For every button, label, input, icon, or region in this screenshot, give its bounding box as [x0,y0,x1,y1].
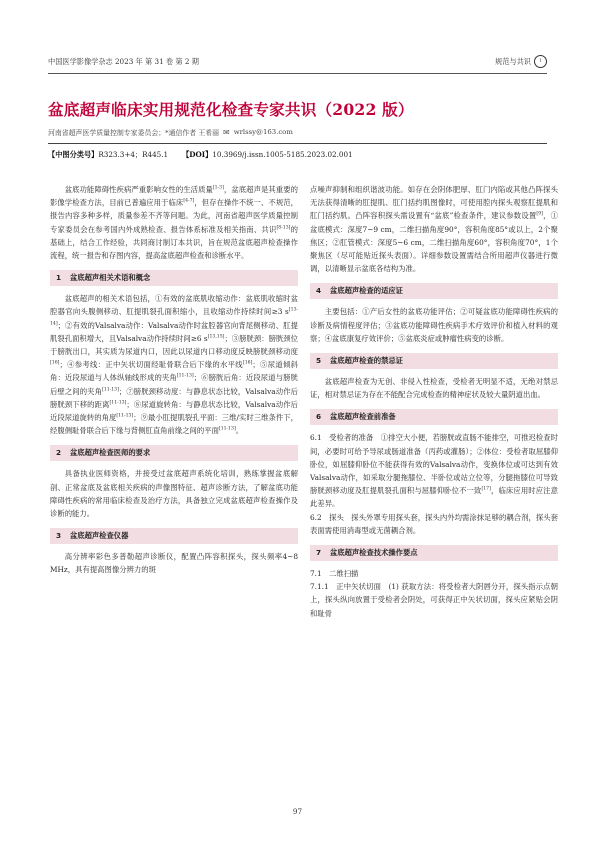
email-icon: ✉ [223,127,230,137]
column-label [495,55,547,68]
journal-info: 中国医学影像学杂志 2023 年 第 31 卷 第 2 期 [48,57,199,66]
clc-label: 【中图分类号】 [48,150,99,159]
intro-paragraph: 盆底功能障碍性疾病严重影响女性的生活质量[1-3]，盆底超声是其重要的影像学检查方法，目前已普遍应用于临床[4-7]，但存在操作不统一、不规范，报告内容多种多样，质量参差不齐等问题。为此，河南省超声医学质量控制专家委员会在参考国内外成熟检查、报告体系标准及相关指南、共识[8-13]的基础上，结合工作经验，共同商讨制订本共识，旨在规范盆底超声检查操作流程，统一报告和存图内容，提高盆底超声检查和诊断水平。 [50,185,298,261]
section-3-text: 高分辨率彩色多普勒超声诊断仪，配置凸阵容积探头，探头频率4~8 MHz，具有提高图像分辨力的斑 [50,552,298,575]
section-5-text: 盆底超声检查为无创、非侵入性检查，受检者无明显不适，无绝对禁忌证，相对禁忌证为存在不能配合完成检查的精神症状及较大量阴道出血。 [310,377,558,400]
section-7-1-heading: 7.1 二维扫描 [310,569,359,579]
section-heading-1: 1 盆底超声相关术语和概念 [50,270,298,286]
doi-value[interactable]: 10.3969/j.issn.1005-5185.2023.02.001 [212,150,353,159]
right-column [310,183,558,620]
header-divider [48,73,547,74]
clc-value: R323.3+4；R445.1 [98,150,169,159]
section-heading-2: 2 盆底超声检查医师的要求 [50,445,298,461]
author-email[interactable]: wrlssy@163.com [233,128,293,136]
authors: 河南省超声医学质量控制专家委员会；*通信作者 王希丽 [48,129,220,137]
section-2-text: 具备执业医师资格，并接受过盆底超声系统化培训，熟练掌握盆底解剖、正常盆底及盆底相关疾病的声像图特征、超声诊断方法，了解盆底功能障碍性疾病的常用临床检查及治疗方法，具备独立完成盆底超声检查操作及诊断的能力。 [50,469,298,519]
article-meta [48,150,353,160]
continued-paragraph: 点噪声抑制和组织谐波功能。如存在会阴体肥厚、肛门内陷或其他凸阵探头无法获得清晰的肛提肌、肛门括约肌图像时，可使用腔内探头观察肛提肌和肛门括约肌。凸阵容积探头需设置有“盆底”检查条件，建议参数设置[9]，①盆底模式：深度7~9 cm，二维扫描角度90°，容积角度85°或以上，2个聚焦区；②肛管模式：深度5~6 cm，二维扫描角度60°，容积角度70°，1个聚焦区（尽可能贴近探头表面）。详细参数设置需结合所用超声仪器进行微调，以清晰显示盆底各结构为准。 [310,185,558,274]
section-4-text: 主要包括：①产后女性的盆底功能评估；②可疑盆底功能障碍性疾病的诊断及病情程度评估；③盆底功能障碍性疾病手术疗效评价和植入材料的观察；④盆底康复疗效评价；⑤盆底炎症或肿瘤性病变的诊断。 [310,307,558,343]
journal-badge-icon: i [534,55,547,68]
section-heading-5: 5 盆底超声检查的禁忌证 [310,353,558,369]
section-heading-4: 4 盆底超声检查的适应证 [310,283,558,299]
column-name: 规范与共识 [495,56,531,66]
running-header [48,57,547,71]
meta-divider [48,143,547,144]
section-heading-3: 3 盆底超声检查仪器 [50,528,298,544]
section-1-text: 盆底超声的相关术语包括，①有效的盆底肌收缩动作：盆底肌收缩时盆腔器官向头腹侧移动、肛提肌裂孔面积缩小，且收缩动作持续时间≥3 s[13-14]；②有效的Valsalva动作：Valsalva动作时盆腔器官向背尾侧移动、肛提肌裂孔面积增大，且Valsalva动作持续时间≥6 s[13,15]；③膀胱颈：膀胱颈位于膀胱出口，其实质为尿道内口，因此以尿道内口移动度反映膀胱颈移动度[16]；④参考线：正中矢状切面经耻骨联合后下缘的水平线[16]；⑤尿道倾斜角：近段尿道与人体纵轴线形成的夹角[11-13]；⑥膀胱后角：近段尿道与膀胱后壁之间的夹角[11-13]；⑦膀胱颈移动度：与静息状态比较，Valsalva动作后膀胱颈下移的距离[11-13]；⑧尿道旋转角：与静息状态比较，Valsalva动作后近段尿道旋转的角度[11-13]；⑨最小肛提肌裂孔平面：三维/实时三维条件下，经腹侧耻骨联合后下缘与背侧肛直角前缘之间的平面[11-13]。 [50,294,298,436]
section-heading-7: 7 盆底超声检查技术操作要点 [310,545,558,561]
page-number: 97 [292,807,303,816]
section-6-1-text: 6.1 受检者的准备 ①排空大小便，若膀胱或直肠不能排空，可推迟检查时间，必要时可给予导尿或肠道准备（丙药或灌肠）；②体位：受检者取屈膝仰卧位，如屈膝仰卧位不能获得有效的Valsalva动作，变换体位或可达到有效Valsalva动作，如采取分腿拖膝位、半卧位或站立位等，分腿拖膝位可导致膀胱颈移动度及肛提肌裂孔面积与屈膝仰卧位不一致[17]，临床应用时应注意此差异。 [310,433,558,509]
section-6-2-text: 6.2 探头 探头外罩专用探头套，探头内外均需涂抹足够的耦合剂，探头套表面需使用消毒型或无菌耦合剂。 [310,512,558,535]
left-column [50,183,298,577]
author-line [48,127,293,137]
doi-label: 【DOI】 [182,150,213,159]
article-title: 盆底超声临床实用规范化检查专家共识（2022 版） [48,100,414,119]
section-7-1-1-text: 7.1.1 正中矢状切面 (1) 获取方法：将受检者大阴唇分开，探头指示点朝上，探头纵向放置于受检者会阴处，可获得正中矢状切面，探头应紧贴会阴和耻骨 [310,582,558,618]
section-heading-6: 6 盆底超声检查前准备 [310,409,558,425]
